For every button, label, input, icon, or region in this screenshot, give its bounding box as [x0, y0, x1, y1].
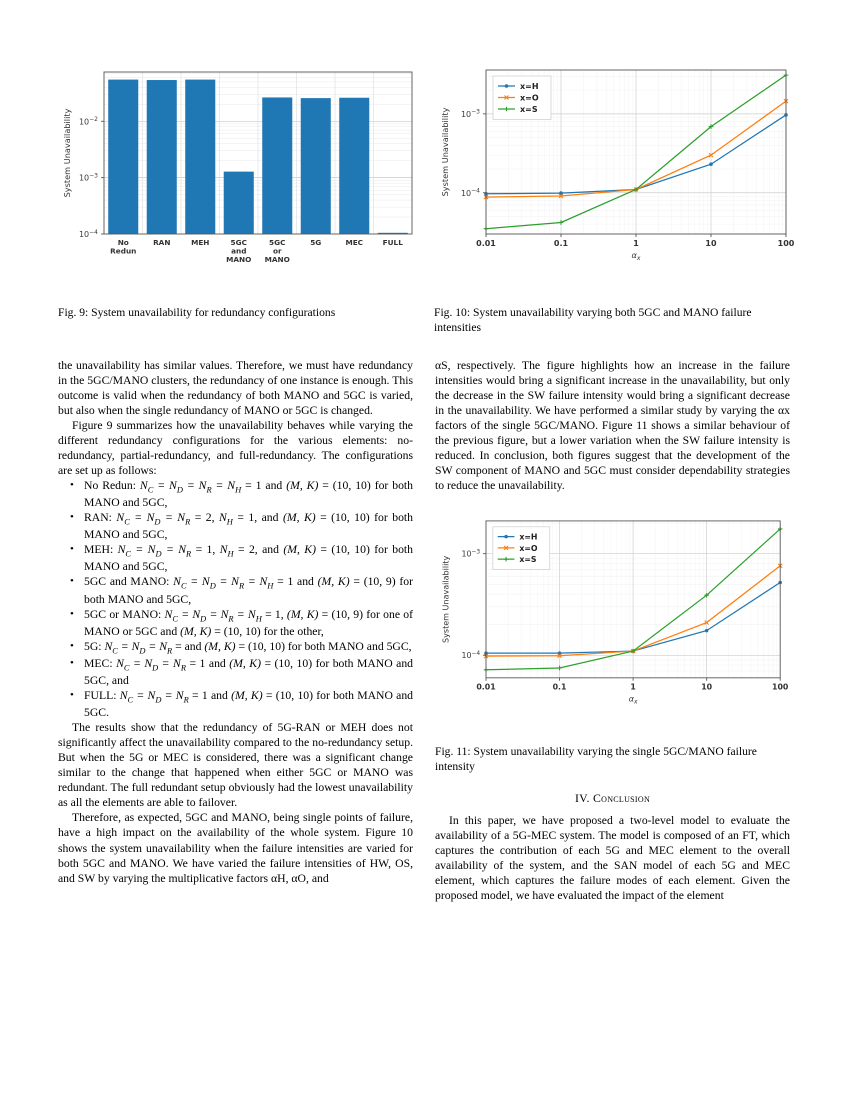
- data-point-marker: [705, 629, 709, 633]
- legend: [493, 76, 551, 120]
- list-item: • RAN: $N_C = N_D = N_R = 2$, $N_H = 1$, and (M, K) = (10, 10) for both MANO and 5GC,: [74, 510, 413, 542]
- axis-tick-label: $10^{-3}$: [460, 108, 480, 119]
- x-axis-category-label: MANO: [226, 255, 252, 265]
- axis-tick-label: $10^{-3}$: [461, 549, 481, 559]
- plot-area: [442, 521, 789, 705]
- figure-9-bar-chart: [58, 58, 420, 288]
- list-item: • No Redun: $N_C = N_D = N_R = N_H = 1$ and (M, K) = (10, 10) for both MANO and 5GC,: [74, 478, 413, 510]
- left-column: [58, 358, 413, 903]
- top-figures-row: [58, 58, 795, 336]
- figure-10-line-chart: [434, 58, 796, 288]
- x-axis-category-label: MEC: [345, 238, 364, 247]
- x-axis-category-label: No: [117, 238, 129, 247]
- x-axis-category-label: 5GC: [269, 238, 286, 247]
- axis-tick-label: $10^{-4}$: [78, 228, 98, 239]
- paragraph-figure9-intro: Figure 9 summarizes how the unavailability behaves while varying the different redundancy configurations for the various elements: no-redundancy, partial-redundancy, and full-redundancy. The configurations are set up as follows:: [58, 418, 413, 477]
- bar: [262, 97, 292, 234]
- axis-tick-label: $10^{-4}$: [461, 651, 481, 661]
- x-axis-tick-label: 0.1: [553, 239, 569, 248]
- axis-tick-label: $10^{-3}$: [78, 172, 98, 183]
- figure-9-container: [58, 58, 420, 336]
- list-item: • 5GC or MANO: $N_C = N_D = N_R = N_H = 1$, (M, K) = (10, 9) for one of MANO or 5GC and (M, K) = (10, 10) for the other,: [74, 607, 413, 639]
- paragraph-alpha-discussion: αS, respectively. The figure highlights how an increase in the failure intensities would bring a significant increase in the unavailability, but only the decrease in the SW failure intensity would bring a significant decrease in the unavailability. We have performed a similar study by varying the αx factors of the single 5GC/MANO. Figure 11 shows a similar behaviour of the previous figure, but a lower variation when the SW failure intensity is reduced. In conclusion, both figures suggest that the development of the SW component of MANO and 5GC must consider dependability strategies to reduce the unavailability.: [435, 358, 790, 492]
- paragraph-conclusion: In this paper, we have proposed a two-level model to evaluate the availability of a 5G-MEC system. The model is composed of an FT, which captures the contribution of each 5G and MEC element to the overall availability of the system, and the SAN model of each 5G and MEC element, which captures the failure modes of each element. Given the proposed model, we have evaluated the impact of the element: [435, 813, 790, 902]
- legend-label: x=H: [519, 532, 538, 542]
- x-axis-category-label: MANO: [264, 255, 290, 265]
- section-heading-conclusion: IV. Conclusion: [574, 790, 651, 805]
- x-axis-category-label: 5G: [310, 238, 322, 247]
- y-axis-title: System Unavailability: [62, 108, 72, 198]
- x-axis-tick-label: 0.01: [476, 682, 496, 692]
- bar: [147, 80, 177, 234]
- legend-label: x=H: [520, 82, 539, 91]
- x-axis-category-label: FULL: [382, 238, 403, 247]
- x-axis-tick-label: 10: [701, 682, 713, 692]
- x-axis-tick-label: 0.01: [476, 239, 496, 248]
- configuration-list: [58, 478, 413, 720]
- figure-10-caption: Fig. 10: System unavailability varying both 5GC and MANO failure intensities: [434, 306, 752, 334]
- y-axis-title: System Unavailability: [441, 555, 451, 643]
- axis-tick-label: $10^{-4}$: [460, 187, 480, 198]
- x-axis-tick-label: 1: [633, 239, 639, 248]
- x-axis-tick-label: 100: [772, 682, 789, 692]
- figure-11-line-chart: [435, 509, 790, 727]
- x-axis-tick-label: 10: [705, 239, 717, 248]
- figure-9-caption: Fig. 9: System unavailability for redundancy configurations: [58, 306, 336, 319]
- x-axis-category-label: or: [272, 246, 282, 256]
- right-column: [435, 358, 790, 903]
- x-axis-category-label: 5GC: [230, 238, 247, 247]
- list-item: • MEC: $N_C = N_D = N_R = 1$ and (M, K) = (10, 10) for both MANO and 5GC, and: [74, 656, 413, 688]
- legend-label: x=O: [519, 543, 538, 553]
- figure-10-container: [434, 58, 796, 336]
- bar: [301, 98, 331, 234]
- legend-label: x=S: [519, 555, 537, 565]
- x-axis-tick-label: 100: [777, 239, 795, 248]
- bar: [185, 80, 215, 234]
- list-item: • 5GC and MANO: $N_C = N_D = N_R = N_H = 1$ and (M, K) = (10, 9) for both MANO and 5GC,: [74, 574, 413, 606]
- list-item: • MEH: $N_C = N_D = N_R = 1$, $N_H = 2$, and (M, K) = (10, 10) for both MANO and 5GC,: [74, 542, 413, 574]
- x-axis-category-label: MEH: [191, 238, 210, 247]
- x-axis-category-label: RAN: [153, 238, 171, 247]
- plot-area: [62, 72, 412, 264]
- y-axis-title: System Unavailability: [440, 107, 450, 197]
- legend-marker: [505, 84, 509, 88]
- bar: [339, 98, 369, 234]
- legend: [493, 527, 550, 570]
- data-point-marker: [557, 666, 562, 671]
- legend-label: x=S: [520, 105, 538, 114]
- legend-marker: [504, 535, 508, 539]
- bar: [224, 172, 254, 234]
- paragraph-continuation: the unavailability has similar values. Therefore, we must have redundancy in the 5GC/MANO clusters, the redundancy of one instance is enough. This outcome is valid when the redundancy of both MANO and 5GC is varied, but also when the single redundancy of MANO or 5GC is changed.: [58, 358, 413, 417]
- x-axis-tick-label: 0.1: [552, 682, 567, 692]
- list-item: • FULL: $N_C = N_D = N_R = 1$ and (M, K) = (10, 10) for both MANO and 5GC.: [74, 688, 413, 720]
- x-axis-category-label: Redun: [110, 246, 137, 256]
- x-axis-tick-label: 1: [630, 682, 636, 692]
- figure-11-container: [435, 509, 790, 775]
- x-axis-title: $\alpha_x$: [628, 694, 638, 706]
- bar: [108, 80, 138, 234]
- paragraph-spof: Therefore, as expected, 5GC and MANO, being single points of failure, have a high impact on the availability of the whole system. Figure 10 shows the system unavailability when the failure intensities are varied for both 5GC and MANO. We have varied the failure intensities of HW, OS, and SW by varying the multiplicative factors αH, αO, and: [58, 811, 413, 885]
- axis-tick-label: $10^{-2}$: [78, 116, 98, 127]
- legend-label: x=O: [520, 93, 539, 103]
- body-columns: [58, 358, 792, 903]
- figure-11-caption: Fig. 11: System unavailability varying the single 5GC/MANO failure intensity: [435, 744, 757, 773]
- data-point-marker: [709, 162, 713, 166]
- x-axis-title: $\alpha_x$: [631, 250, 641, 262]
- plot-area: [440, 70, 795, 262]
- x-axis-category-label: and: [231, 246, 247, 256]
- paragraph-results: The results show that the redundancy of 5G-RAN or MEH does not significantly affect the unavailability compared to the no-redundancy setup. But when the 5G or MEC is considered, there was a significant change similar to the change that happened when either 5GC or MANO was redundant. The full redundant setup obviously had the lowest unavailability as all the elements are able to failover.: [58, 721, 413, 810]
- list-item: • 5G: $N_C = N_D = N_R$ = and (M, K) = (10, 10) for both MANO and 5GC,: [74, 639, 413, 656]
